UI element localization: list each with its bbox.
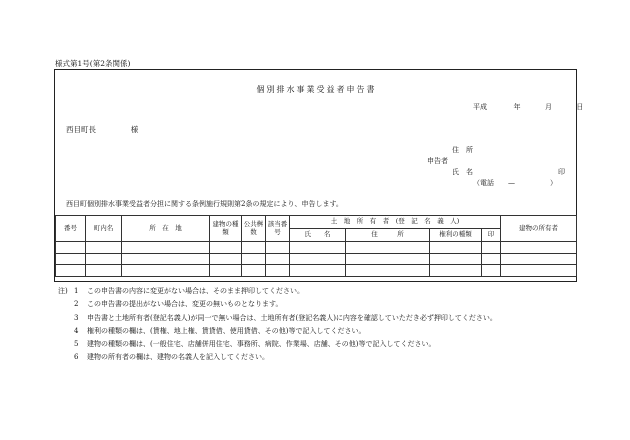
table-cell[interactable] bbox=[242, 242, 266, 254]
note-number: 2 bbox=[74, 300, 79, 309]
note-text: この申告書の内容に変更がない場合は、そのまま押印してください。 bbox=[87, 287, 304, 295]
table-cell[interactable] bbox=[430, 242, 482, 254]
note-number: 5 bbox=[74, 340, 79, 349]
table-cell[interactable] bbox=[266, 253, 290, 265]
header-owner-name: 氏 名 bbox=[290, 229, 346, 242]
table-cell[interactable] bbox=[430, 253, 482, 265]
table-cell[interactable] bbox=[56, 265, 86, 277]
table-cell[interactable] bbox=[346, 242, 430, 254]
table-cell[interactable] bbox=[346, 253, 430, 265]
table-row bbox=[56, 242, 577, 254]
note-item bbox=[58, 338, 497, 351]
header-building-owner: 建物の所有者 bbox=[501, 216, 577, 242]
table-cell[interactable] bbox=[210, 253, 242, 265]
statement-text: 西目町個別排水事業受益者分担に関する条例施行規則第2条の規定により、申告します。 bbox=[66, 200, 343, 208]
recipient-name: 西目町長 bbox=[66, 125, 96, 134]
date-era: 平成 bbox=[473, 103, 487, 111]
recipient-honorific: 様 bbox=[130, 125, 139, 134]
table-cell[interactable] bbox=[210, 265, 242, 277]
recipient bbox=[66, 124, 138, 135]
name-label: 氏 名 bbox=[452, 168, 473, 176]
table-row bbox=[56, 265, 577, 277]
table-cell[interactable] bbox=[290, 242, 346, 254]
note-item bbox=[58, 312, 497, 325]
table-cell[interactable] bbox=[86, 242, 122, 254]
table-cell[interactable] bbox=[346, 265, 430, 277]
table-cell[interactable] bbox=[482, 242, 501, 254]
table-cell[interactable] bbox=[56, 242, 86, 254]
table-cell[interactable] bbox=[501, 253, 577, 265]
date-month: 月 bbox=[544, 103, 552, 111]
table-cell[interactable] bbox=[122, 265, 210, 277]
address-label: 住 所 bbox=[452, 146, 473, 154]
note-text: この申告書の提出がない場合は、変更の無いものとなります。 bbox=[87, 300, 283, 309]
note-text: 建物の所有者の欄は、建物の名義人を記入してください。 bbox=[87, 353, 269, 362]
table-cell[interactable] bbox=[290, 253, 346, 265]
table-cell[interactable] bbox=[501, 242, 577, 254]
date-day: 日 bbox=[576, 103, 584, 111]
table-cell[interactable] bbox=[122, 253, 210, 265]
seal-mark: 印 bbox=[558, 168, 565, 176]
header-seal: 印 bbox=[482, 229, 501, 242]
table-cell[interactable] bbox=[482, 265, 501, 277]
table-cell[interactable] bbox=[501, 265, 577, 277]
table-cell[interactable] bbox=[482, 253, 501, 265]
table-row bbox=[56, 253, 577, 265]
table-cell[interactable] bbox=[266, 265, 290, 277]
header-public-ditch: 公共桝数 bbox=[242, 216, 266, 242]
table-cell[interactable] bbox=[122, 242, 210, 254]
notes-section bbox=[58, 285, 497, 365]
date-line bbox=[473, 102, 583, 112]
declaration-form bbox=[54, 69, 584, 282]
table-cell[interactable] bbox=[266, 242, 290, 254]
note-text: 権利の種類の欄は、(賃権、地上権、賃貸借、使用貸借、その他)等で記入してください。 bbox=[87, 326, 366, 335]
table-cell[interactable] bbox=[242, 253, 266, 265]
header-location: 所 在 地 bbox=[122, 216, 210, 242]
table-cell[interactable] bbox=[56, 253, 86, 265]
table-cell[interactable] bbox=[210, 242, 242, 254]
table-cell[interactable] bbox=[86, 265, 122, 277]
form-title: 個別排水事業受益者申告書 bbox=[256, 85, 377, 94]
note-item bbox=[58, 325, 497, 338]
header-town: 町内名 bbox=[86, 216, 122, 242]
header-relevant-number: 該当番号 bbox=[266, 216, 290, 242]
table-cell[interactable] bbox=[242, 265, 266, 277]
table-cell[interactable] bbox=[430, 265, 482, 277]
note-text: 申告書と土地所有者(登記名義人)が同一で無い場合は、土地所有者(登記名義人)に内容を確認していただき必ず押印してください。 bbox=[87, 313, 497, 322]
applicant-label: 申告者 bbox=[427, 157, 448, 165]
owner-table bbox=[55, 215, 577, 277]
header-land-owner: 土 地 所 有 者 (登 記 名 義 人) bbox=[290, 216, 501, 229]
header-right-type: 権利の種類 bbox=[430, 229, 482, 242]
date-year: 年 bbox=[513, 103, 521, 111]
table-cell[interactable] bbox=[86, 253, 122, 265]
note-number: 6 bbox=[74, 353, 79, 362]
phone-line: （電話 — ） bbox=[473, 179, 557, 187]
note-item bbox=[58, 285, 497, 298]
note-number: 3 bbox=[74, 313, 79, 322]
form-number-label: 様式第1号(第2条関係) bbox=[55, 59, 131, 68]
header-owner-address: 住 所 bbox=[346, 229, 430, 242]
note-number: 4 bbox=[74, 326, 79, 335]
note-item bbox=[58, 351, 497, 364]
note-number: 1 bbox=[74, 287, 79, 295]
notes-prefix: 注) bbox=[58, 287, 68, 295]
header-number: 番号 bbox=[56, 216, 86, 242]
note-item bbox=[58, 298, 497, 311]
table-cell[interactable] bbox=[290, 265, 346, 277]
header-building-type: 建物の種 類 bbox=[210, 216, 242, 242]
note-text: 建物の種類の欄は、(一般住宅、店舗併用住宅、事務所、病院、作業場、店舗、その他)等で記入してください。 bbox=[87, 340, 436, 349]
